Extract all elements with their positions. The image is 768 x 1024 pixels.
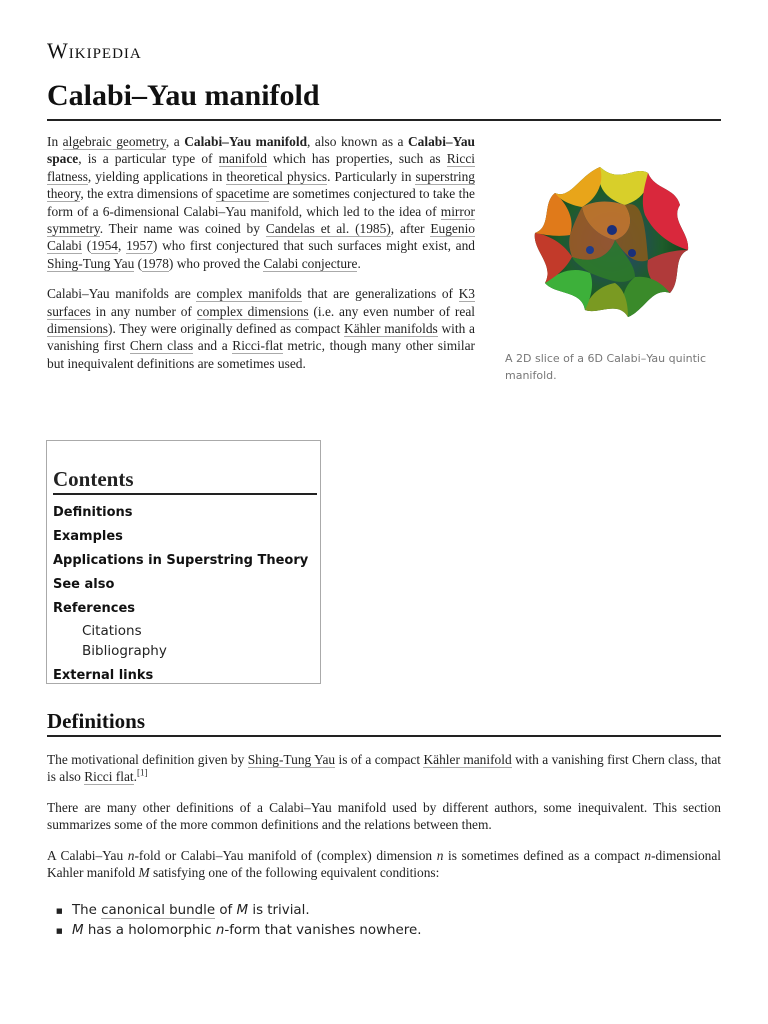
definitions-paragraph-3: A Calabi–Yau n-fold or Calabi–Yau manifold of (complex) dimension n is sometimes defined as a compact n-dimensional Kahler manifold M satisfying one of the following equivalent conditions: [47,847,721,881]
inline-link[interactable]: Kähler manifolds [344,321,438,337]
inline-link[interactable]: Chern class [129,338,194,354]
math-variable: M [72,923,84,938]
math-variable: n [644,847,652,863]
math-variable: M [236,903,249,918]
lead-paragraph-1: In algebraic geometry, a Calabi–Yau manifold, also known as a Calabi–Yau space, is a particular type of manifold which has properties, such as Ricci flatness, yielding applications in theoretical physics. Particularly in superstring theory, the extra dimensions of spacetime are sometimes conjectured to take the form of a 6-dimensional Calabi–Yau manifold, which led to the idea of mirror symmetry. Their name was coined by Candelas et al. (1985), after Eugenio Calabi (1954, 1957) who first conjectured that such surfaces might exist, and Shing-Tung Yau (1978) who proved the Calabi conjecture. [47,134,476,271]
inline-link[interactable]: 1954 [91,238,118,254]
inline-link[interactable]: manifold [218,151,267,167]
math-variable: n [215,923,225,938]
inline-link[interactable]: complex dimensions [196,303,309,319]
definitions-paragraph-2: There are many other definitions of a Calabi–Yau manifold used by different authors, some inequivalent. This section summarizes some of the more common definitions and the relations between them. [47,799,721,833]
bold-term: Calabi–Yau manifold [184,134,308,149]
wikipedia-wordmark[interactable]: Wikipedia [47,38,142,63]
inline-link[interactable]: 1978 [142,255,169,271]
toc-item-examples[interactable]: Examples [53,529,123,544]
lead-paragraph-2: Calabi–Yau manifolds are complex manifolds that are generalizations of K3 surfaces in any number of complex dimensions (i.e. any even number of real dimensions). They were originally defined as compact Kähler manifolds with a vanishing first Chern class and a Ricci-flat metric, though many other similar but inequivalent definitions are sometimes used. [47,286,475,371]
conditions-list [47,901,721,941]
inline-link[interactable]: Eugenio Calabi [47,221,475,254]
inline-link[interactable]: Shing-Tung Yau [47,255,135,271]
inline-link[interactable]: Ricci flatness [47,151,475,184]
inline-link[interactable]: spacetime [215,186,270,202]
page-title: Calabi–Yau manifold [47,74,721,121]
list-item: ■ M has a holomorphic n-form that vanishes nowhere. [47,921,721,941]
lead-section [47,133,475,385]
inline-link[interactable]: complex manifolds [196,286,302,302]
inline-link[interactable]: mirror symmetry [47,203,475,237]
bold-term: Calabi–Yau space [47,134,475,167]
inline-link[interactable]: algebraic geometry [62,134,166,149]
toc-item-references[interactable]: References [53,601,136,616]
figure-caption: A 2D slice of a 6D Calabi–Yau quintic manifold. [505,352,707,382]
inline-link[interactable]: Shing-Tung Yau [247,752,336,767]
infobox-figure [505,160,720,384]
math-variable: n [436,847,444,863]
toc-item-external-links[interactable]: External links [53,668,154,683]
inline-link[interactable]: Ricci-flat [232,338,283,354]
inline-link[interactable]: Ricci flat [84,769,134,785]
inline-link[interactable]: K3 surfaces [47,286,475,319]
table-of-contents [46,440,321,684]
definitions-paragraph-1: The motivational definition given by Shing-Tung Yau is of a compact Kähler manifold with a vanishing first Chern class, that is also Ricci flat.[1] [47,752,722,785]
citation-link[interactable]: [1] [137,767,148,778]
inline-link[interactable]: dimensions [47,321,109,337]
toc-item-applications[interactable]: Applications in Superstring Theory [53,553,309,568]
calabi-yau-image[interactable] [505,160,720,330]
toc-item-see-also[interactable]: See also [53,577,115,592]
section-heading-definitions: Definitions [47,707,721,737]
math-variable: M [138,865,150,881]
inline-link[interactable]: Calabi conjecture [263,255,358,271]
toc-heading: Contents [53,465,317,495]
list-item: ■ The canonical bundle of M is trivial. [47,901,721,921]
inline-link[interactable]: theoretical physics [226,168,328,184]
inline-link[interactable]: Kähler manifold [423,752,512,767]
toc-list [53,501,317,688]
math-variable: n [127,847,135,863]
toc-item-citations[interactable]: Citations [82,623,142,639]
inline-link[interactable]: Candelas et al. (1985) [265,221,391,237]
toc-item-bibliography[interactable]: Bibliography [82,643,167,659]
definitions-section [47,751,721,894]
inline-link[interactable]: 1957 [126,238,153,254]
toc-item-definitions[interactable]: Definitions [53,505,133,520]
inline-link[interactable]: superstring theory [47,168,475,202]
inline-link[interactable]: canonical bundle [101,903,216,918]
